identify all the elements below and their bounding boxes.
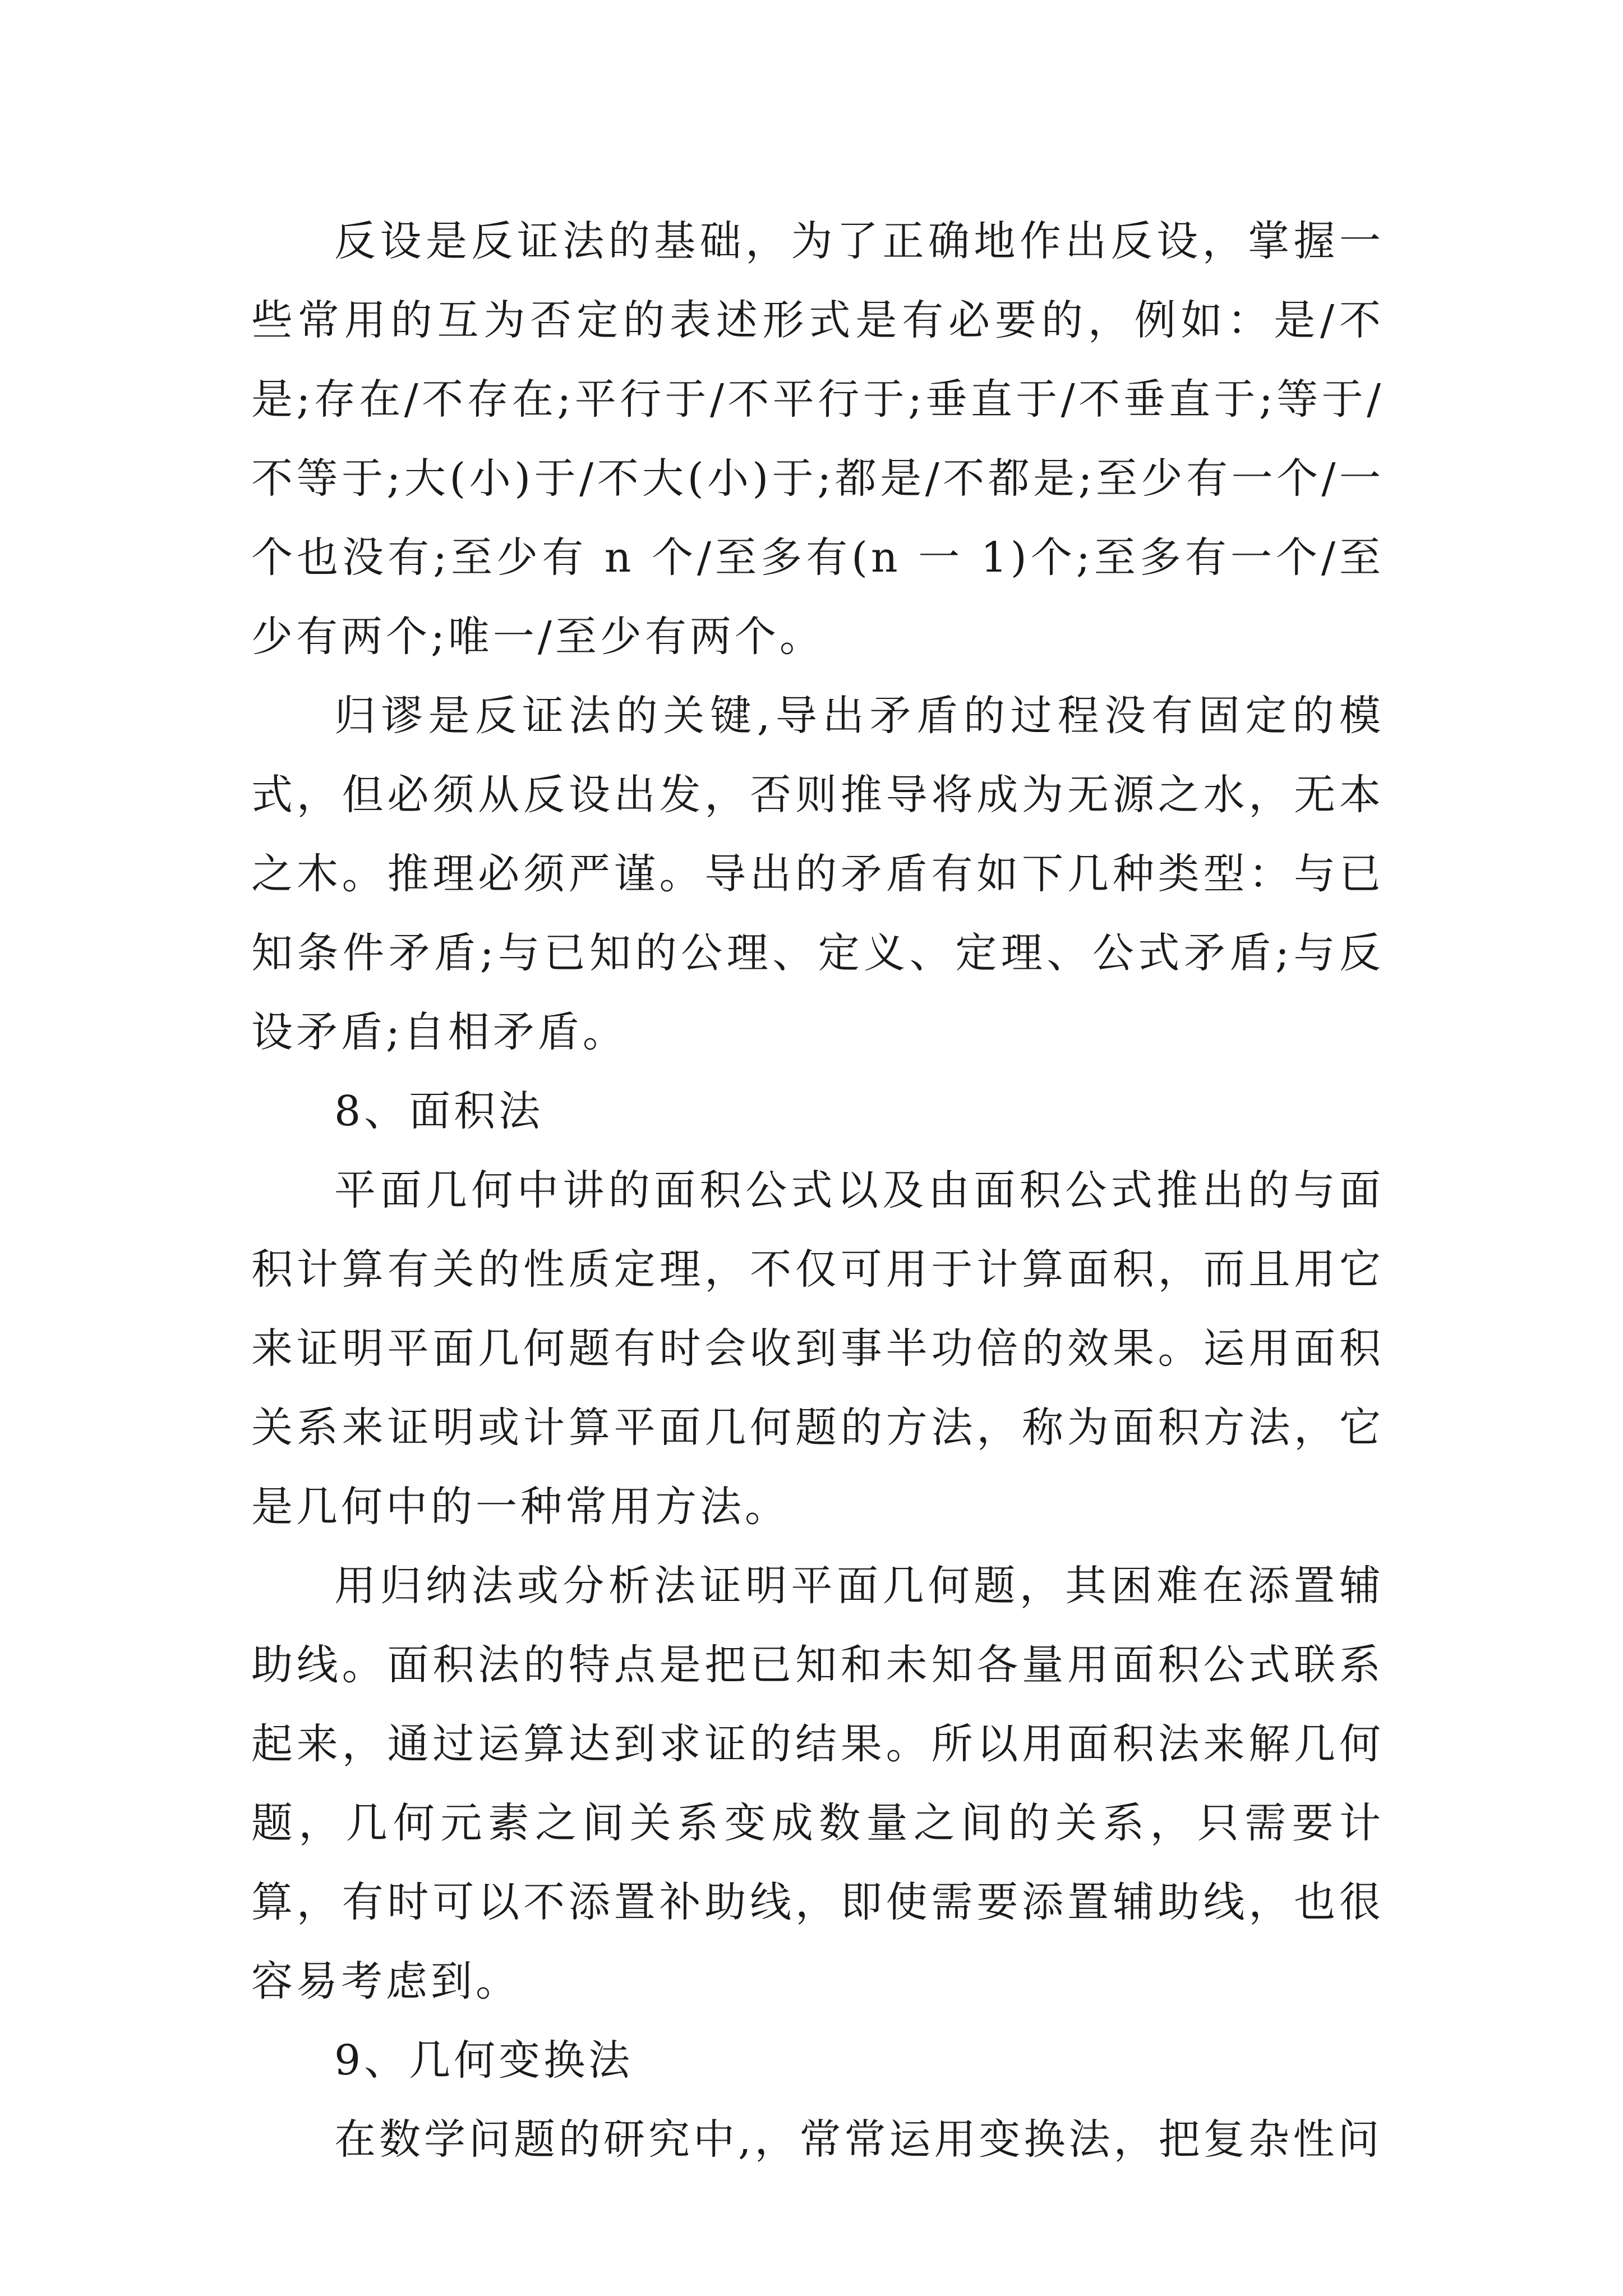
- section-heading-area-method: 8、面积法: [334, 1087, 544, 1135]
- section-heading-geometric-transformation: 9、几何变换法: [334, 2036, 634, 2085]
- paragraph-reductio-contradiction: 归谬是反证法的关键,导出矛盾的过程没有固定的模式，但必须从反设出发，否则推导将成为无源之水，无本之木。推理必须严谨。导出的矛盾有如下几种类型：与已知条件矛盾;与已知的公理、定义、定理、公式矛盾;与反设矛盾;自相矛盾。: [251, 692, 1384, 1056]
- paragraph-reductio-assumption: 反设是反证法的基础，为了正确地作出反设，掌握一些常用的互为否定的表述形式是有必要的，例如：是/不是;存在/不存在;平行于/不平行于;垂直于/不垂直于;等于/不等于;大(小)于/不大(小)于;都是/不都是;至少有一个/一个也没有;至少有 n 个/至多有(n 一 1)个;至多有一个/至少有两个;唯一/至少有两个。: [251, 217, 1384, 661]
- paragraph-area-method-intro: 平面几何中讲的面积公式以及由面积公式推出的与面积计算有关的性质定理，不仅可用于计算面积，而且用它来证明平面几何题有时会收到事半功倍的效果。运用面积关系来证明或计算平面几何题的方法，称为面积方法，它是几何中的一种常用方法。: [251, 1166, 1384, 1531]
- paragraph-area-method-features: 用归纳法或分析法证明平面几何题，其困难在添置辅助线。面积法的特点是把已知和未知各量用面积公式联系起来，通过运算达到求证的结果。所以用面积法来解几何题，几何元素之间关系变成数量之间的关系，只需要计算，有时可以不添置补助线，即使需要添置辅助线，也很容易考虑到。: [251, 1562, 1384, 2005]
- body-text: [251, 202, 1384, 2179]
- paragraph-transformation-intro: 在数学问题的研究中,，常常运用变换法，把复杂性问: [334, 2115, 1383, 2164]
